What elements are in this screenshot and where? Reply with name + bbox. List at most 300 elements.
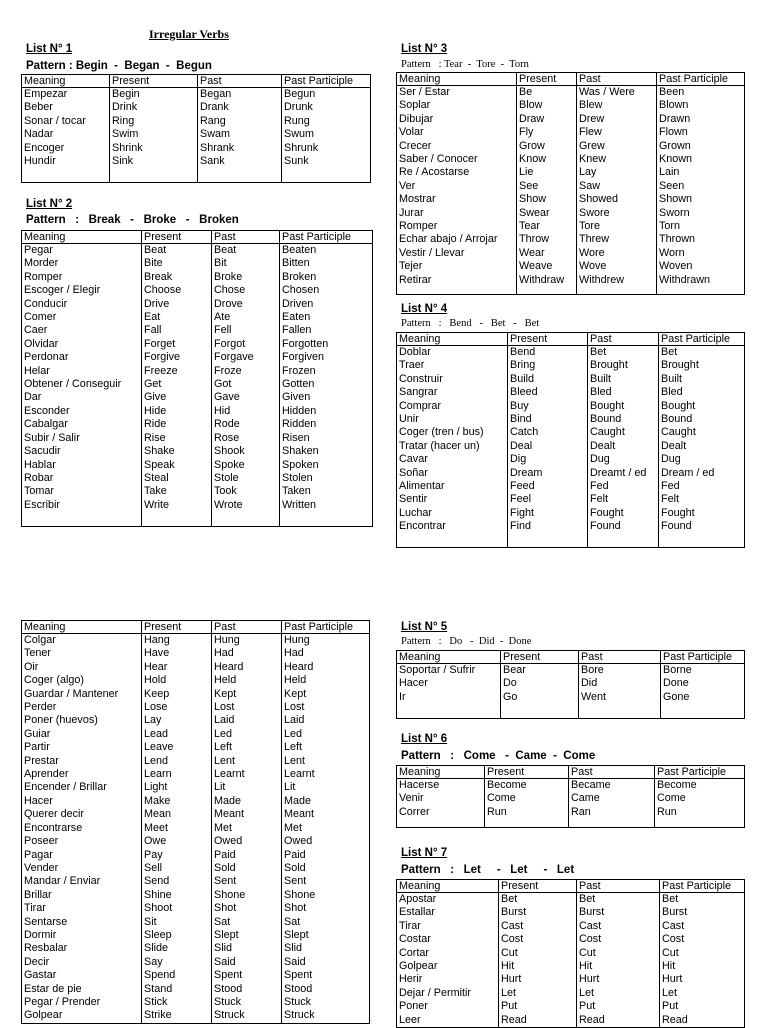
table-cell: Say <box>142 956 212 969</box>
table-cell: Caught <box>659 426 745 439</box>
table-cell: Gone <box>661 691 745 704</box>
table-cell: Fought <box>659 507 745 520</box>
table-cell: Obtener / Conseguir <box>22 378 142 391</box>
table-cell: Swum <box>282 128 371 141</box>
table-row <box>397 247 745 260</box>
table-cell: Romper <box>22 271 142 284</box>
table-cell: Poner <box>397 1000 499 1013</box>
table-cell: Luchar <box>397 507 508 520</box>
table-cell: Sat <box>212 916 282 929</box>
table-cell: Laid <box>282 714 370 727</box>
table-row <box>22 257 373 270</box>
table-cell: Dream / ed <box>659 467 745 480</box>
table-cell: Comprar <box>397 400 508 413</box>
table-cell: Had <box>212 647 282 660</box>
table-row <box>397 920 745 933</box>
table-cell: Rang <box>198 115 282 128</box>
table-cell: Ride <box>142 418 212 431</box>
table-row <box>22 351 373 364</box>
table-row <box>22 324 373 337</box>
table-cell: Bit <box>212 257 280 270</box>
table-cell: Chosen <box>280 284 373 297</box>
column-header: Meaning <box>397 651 501 664</box>
table-cell: Sentir <box>397 493 508 506</box>
table-cell: Bled <box>588 386 659 399</box>
table-cell: Been <box>657 86 745 100</box>
table-row <box>397 947 745 960</box>
table-row <box>397 153 745 166</box>
list-7-pattern: Pattern : Let - Let - Let <box>401 864 575 876</box>
table-cell: Wear <box>517 247 577 260</box>
table-cell: Lay <box>142 714 212 727</box>
table-row <box>22 875 370 888</box>
table-cell: Hacer <box>397 677 501 690</box>
table-row <box>397 274 745 287</box>
table-cell: Re / Acostarse <box>397 166 517 179</box>
table-cell: Hit <box>499 960 577 973</box>
table-cell: Put <box>499 1000 577 1013</box>
table-row <box>22 889 370 902</box>
table-row <box>397 493 745 506</box>
table-cell: Rose <box>212 432 280 445</box>
table-cell: Robar <box>22 472 142 485</box>
table-cell: Forgive <box>142 351 212 364</box>
table-row <box>22 835 370 848</box>
table-cell: Oir <box>22 661 142 674</box>
table-cell: Blow <box>517 99 577 112</box>
header-row <box>397 880 745 893</box>
table-cell: Lay <box>577 166 657 179</box>
table-cell: Correr <box>397 806 485 819</box>
table-row <box>397 126 745 139</box>
table-row <box>22 311 373 324</box>
table-cell: Construir <box>397 373 508 386</box>
table-cell: Wove <box>577 260 657 273</box>
table-cell: Paid <box>282 849 370 862</box>
table-cell: Withdrew <box>577 274 657 287</box>
table-row <box>22 647 370 660</box>
list-4-heading: List N° 4 <box>401 303 448 315</box>
table-cell: Bought <box>588 400 659 413</box>
table-cell: Ridden <box>280 418 373 431</box>
table-cell: Went <box>579 691 661 704</box>
list-6-table <box>396 765 745 828</box>
table-cell: Sent <box>282 875 370 888</box>
table-row <box>397 973 745 986</box>
table-cell: Done <box>661 677 745 690</box>
table-row <box>397 453 745 466</box>
table-cell: Lent <box>282 755 370 768</box>
table-cell: Borne <box>661 664 745 678</box>
table-cell: Build <box>508 373 588 386</box>
table-row <box>22 472 373 485</box>
table-row <box>22 445 373 458</box>
table-cell: Drive <box>142 298 212 311</box>
table-cell: Pay <box>142 849 212 862</box>
list-unnamed-table <box>21 620 370 1024</box>
column-header: Present <box>508 333 588 346</box>
table-cell: Lit <box>212 781 282 794</box>
table-cell: Sold <box>212 862 282 875</box>
table-cell: Give <box>142 391 212 404</box>
table-cell: Soplar <box>397 99 517 112</box>
table-cell: Kept <box>212 688 282 701</box>
table-cell: Know <box>517 153 577 166</box>
table-cell: Be <box>517 86 577 100</box>
table-cell: Gave <box>212 391 280 404</box>
table-cell: Ser / Estar <box>397 86 517 100</box>
table-cell: Fly <box>517 126 577 139</box>
table-cell: Forgiven <box>280 351 373 364</box>
table-cell: Dreamt / ed <box>588 467 659 480</box>
table-row <box>22 714 370 727</box>
table-cell: Take <box>142 485 212 498</box>
header-row <box>22 75 371 88</box>
table-cell: Brought <box>588 359 659 372</box>
table-cell: Morder <box>22 257 142 270</box>
table-cell: Fought <box>588 507 659 520</box>
table-row <box>22 1009 370 1023</box>
table-cell: Querer decir <box>22 808 142 821</box>
table-cell: Keep <box>142 688 212 701</box>
table-cell: Met <box>212 822 282 835</box>
table-cell: Struck <box>282 1009 370 1023</box>
table-cell: Hurt <box>499 973 577 986</box>
table-cell: Tirar <box>22 902 142 915</box>
table-cell: Learnt <box>282 768 370 781</box>
list-1-heading: List N° 1 <box>26 43 73 55</box>
list-4-table <box>396 332 745 548</box>
table-cell: Tore <box>577 220 657 233</box>
table-cell: Bet <box>588 346 659 360</box>
table-cell: Put <box>660 1000 745 1013</box>
table-cell: Volar <box>397 126 517 139</box>
table-cell: Come <box>485 792 569 805</box>
table-cell: Knew <box>577 153 657 166</box>
table-row <box>22 128 371 141</box>
table-cell: Estallar <box>397 906 499 919</box>
table-cell: Meet <box>142 822 212 835</box>
table-cell: Ring <box>110 115 198 128</box>
table-row <box>397 386 745 399</box>
table-row <box>397 906 745 919</box>
header-row <box>22 621 370 634</box>
table-cell: Coger (algo) <box>22 674 142 687</box>
column-header: Present <box>142 621 212 634</box>
table-cell: Learn <box>142 768 212 781</box>
table-cell: Shot <box>212 902 282 915</box>
table-cell: Risen <box>280 432 373 445</box>
table-row <box>22 741 370 754</box>
page-title: Irregular Verbs <box>149 27 229 41</box>
table-cell: Shrank <box>198 142 282 155</box>
table-cell: Fed <box>659 480 745 493</box>
table-cell: Conducir <box>22 298 142 311</box>
table-row <box>397 346 745 360</box>
table-cell: Flown <box>657 126 745 139</box>
table-cell: Apostar <box>397 893 499 907</box>
table-cell: Held <box>212 674 282 687</box>
table-cell: Draw <box>517 113 577 126</box>
table-cell: Spoke <box>212 459 280 472</box>
table-cell: Froze <box>212 365 280 378</box>
table-cell: Tirar <box>397 920 499 933</box>
table-row <box>22 405 373 418</box>
table-cell: Encontrar <box>397 520 508 533</box>
table-cell: Spend <box>142 969 212 982</box>
table-cell: Owed <box>212 835 282 848</box>
table-cell: Slide <box>142 942 212 955</box>
table-cell: Burst <box>499 906 577 919</box>
table-cell: Comer <box>22 311 142 324</box>
table-cell: Torn <box>657 220 745 233</box>
table-cell: Dejar / Permitir <box>397 987 499 1000</box>
table-cell: Bleed <box>508 386 588 399</box>
table-cell: Shine <box>142 889 212 902</box>
table-cell: Forgotten <box>280 338 373 351</box>
table-cell: Seen <box>657 180 745 193</box>
table-cell: Paid <box>212 849 282 862</box>
table-cell: Broken <box>280 271 373 284</box>
column-header: Present <box>142 231 212 244</box>
table-cell: Shrunk <box>282 142 371 155</box>
table-cell: Stand <box>142 983 212 996</box>
table-cell: Olvidar <box>22 338 142 351</box>
table-cell: Hung <box>282 634 370 648</box>
table-cell: Become <box>485 779 569 793</box>
table-cell: Encoger <box>22 142 110 155</box>
table-cell: Let <box>660 987 745 1000</box>
table-cell: Fell <box>212 324 280 337</box>
table-cell: Built <box>588 373 659 386</box>
table-cell: Retirar <box>397 274 517 287</box>
table-cell: See <box>517 180 577 193</box>
table-row <box>397 220 745 233</box>
table-cell: Lent <box>212 755 282 768</box>
header-row <box>397 766 745 779</box>
table-cell: Withdrawn <box>657 274 745 287</box>
table-cell: Ate <box>212 311 280 324</box>
table-row <box>397 960 745 973</box>
table-cell: Costar <box>397 933 499 946</box>
table-row <box>22 418 373 431</box>
table-cell: Encender / Brillar <box>22 781 142 794</box>
table-cell: Dealt <box>659 440 745 453</box>
column-header: Meaning <box>397 880 499 893</box>
column-header: Past Participle <box>660 880 745 893</box>
table-cell: Hang <box>142 634 212 648</box>
table-cell: Slid <box>282 942 370 955</box>
table-row <box>397 677 745 690</box>
table-row <box>22 849 370 862</box>
table-cell: Lose <box>142 701 212 714</box>
table-cell: Let <box>577 987 660 1000</box>
table-row <box>397 373 745 386</box>
table-cell: Lend <box>142 755 212 768</box>
table-cell: Shown <box>657 193 745 206</box>
table-cell: Drank <box>198 101 282 114</box>
table-cell: Cast <box>660 920 745 933</box>
table-cell: Heard <box>282 661 370 674</box>
table-row <box>22 284 373 297</box>
table-cell: Hablar <box>22 459 142 472</box>
table-cell: Ver <box>397 180 517 193</box>
table-row <box>397 260 745 273</box>
table-cell: Bring <box>508 359 588 372</box>
table-cell: Lost <box>212 701 282 714</box>
table-cell: Prestar <box>22 755 142 768</box>
table-cell: Swam <box>198 128 282 141</box>
table-cell: Grew <box>577 140 657 153</box>
table-cell: Throw <box>517 233 577 246</box>
table-cell: Dealt <box>588 440 659 453</box>
table-row <box>397 520 745 533</box>
table-row <box>397 180 745 193</box>
table-row <box>22 795 370 808</box>
table-cell: Helar <box>22 365 142 378</box>
list-5-table <box>396 650 745 719</box>
table-cell: Bend <box>508 346 588 360</box>
table-cell: Freeze <box>142 365 212 378</box>
table-cell: Steal <box>142 472 212 485</box>
table-row <box>22 983 370 996</box>
table-cell: Flew <box>577 126 657 139</box>
table-cell: Tener <box>22 647 142 660</box>
table-row <box>22 674 370 687</box>
table-cell: Echar abajo / Arrojar <box>397 233 517 246</box>
table-row <box>22 942 370 955</box>
list-2-heading: List N° 2 <box>26 198 73 210</box>
table-cell: Lit <box>282 781 370 794</box>
column-header: Past <box>569 766 655 779</box>
table-cell: Pegar <box>22 244 142 258</box>
list-7-heading: List N° 7 <box>401 847 448 859</box>
table-cell: Dream <box>508 467 588 480</box>
table-cell: Gotten <box>280 378 373 391</box>
table-row <box>397 467 745 480</box>
list-1-table <box>21 74 371 183</box>
table-cell: Slept <box>212 929 282 942</box>
table-cell: Cut <box>499 947 577 960</box>
list-5-pattern: Pattern : Do - Did - Done <box>401 636 532 647</box>
column-header: Past Participle <box>282 75 371 88</box>
table-cell: Shoot <box>142 902 212 915</box>
table-cell: Become <box>655 779 745 793</box>
table-cell: Vender <box>22 862 142 875</box>
table-cell: Bind <box>508 413 588 426</box>
header-row <box>397 333 745 346</box>
table-cell: Beat <box>212 244 280 258</box>
table-row <box>22 391 373 404</box>
table-cell: Felt <box>659 493 745 506</box>
list-4-pattern: Pattern : Bend - Bet - Bet <box>401 318 540 329</box>
table-cell: Estar de pie <box>22 983 142 996</box>
table-cell: Got <box>212 378 280 391</box>
column-header: Meaning <box>22 75 110 88</box>
table-cell: Sink <box>110 155 198 168</box>
table-cell: Hundir <box>22 155 110 168</box>
table-cell: Learnt <box>212 768 282 781</box>
table-cell: Hung <box>212 634 282 648</box>
column-header: Present <box>110 75 198 88</box>
table-cell: Sworn <box>657 207 745 220</box>
table-cell: Blew <box>577 99 657 112</box>
table-cell: Sacudir <box>22 445 142 458</box>
table-row <box>397 664 745 678</box>
table-cell: Sank <box>198 155 282 168</box>
table-cell: Alimentar <box>397 480 508 493</box>
table-cell: Swear <box>517 207 577 220</box>
list-1-pattern: Pattern : Begin - Began - Begun <box>26 60 212 72</box>
table-cell: Laid <box>212 714 282 727</box>
table-row <box>22 822 370 835</box>
table-cell: Spoken <box>280 459 373 472</box>
table-row <box>22 996 370 1009</box>
table-cell: Left <box>212 741 282 754</box>
list-6-pattern: Pattern : Come - Came - Come <box>401 750 596 762</box>
table-cell: Tejer <box>397 260 517 273</box>
table-row <box>22 929 370 942</box>
table-cell: Rung <box>282 115 371 128</box>
table-row <box>22 768 370 781</box>
table-cell: Woven <box>657 260 745 273</box>
table-row <box>22 432 373 445</box>
table-row <box>22 701 370 714</box>
table-cell: Guardar / Mantener <box>22 688 142 701</box>
table-cell: Began <box>198 88 282 102</box>
table-cell: Slid <box>212 942 282 955</box>
table-cell: Withdraw <box>517 274 577 287</box>
table-cell: Shone <box>212 889 282 902</box>
table-row <box>22 101 371 114</box>
table-cell: Lain <box>657 166 745 179</box>
table-cell: Escribir <box>22 499 142 512</box>
table-cell: Shaken <box>280 445 373 458</box>
table-cell: Drunk <box>282 101 371 114</box>
table-row <box>397 806 745 819</box>
table-cell: Run <box>485 806 569 819</box>
table-cell: Lost <box>282 701 370 714</box>
header-row <box>22 231 373 244</box>
table-cell: Sold <box>282 862 370 875</box>
table-cell: Bet <box>499 893 577 907</box>
table-cell: Spent <box>212 969 282 982</box>
table-cell: Stick <box>142 996 212 1009</box>
column-header: Past Participle <box>655 766 745 779</box>
table-cell: Fed <box>588 480 659 493</box>
table-row <box>397 113 745 126</box>
table-cell: Found <box>588 520 659 533</box>
table-cell: Drove <box>212 298 280 311</box>
column-header: Past <box>579 651 661 664</box>
table-cell: Vestir / Llevar <box>397 247 517 260</box>
table-cell: Fallen <box>280 324 373 337</box>
table-cell: Hurt <box>577 973 660 986</box>
table-cell: Cortar <box>397 947 499 960</box>
table-cell: Perdonar <box>22 351 142 364</box>
table-cell: Swim <box>110 128 198 141</box>
table-cell: Leave <box>142 741 212 754</box>
table-row <box>22 728 370 741</box>
table-row <box>397 400 745 413</box>
table-cell: Built <box>659 373 745 386</box>
table-cell: Written <box>280 499 373 512</box>
table-cell: Hit <box>577 960 660 973</box>
table-row <box>22 378 373 391</box>
table-cell: Choose <box>142 284 212 297</box>
table-cell: Drawn <box>657 113 745 126</box>
column-header: Past Participle <box>657 73 745 86</box>
